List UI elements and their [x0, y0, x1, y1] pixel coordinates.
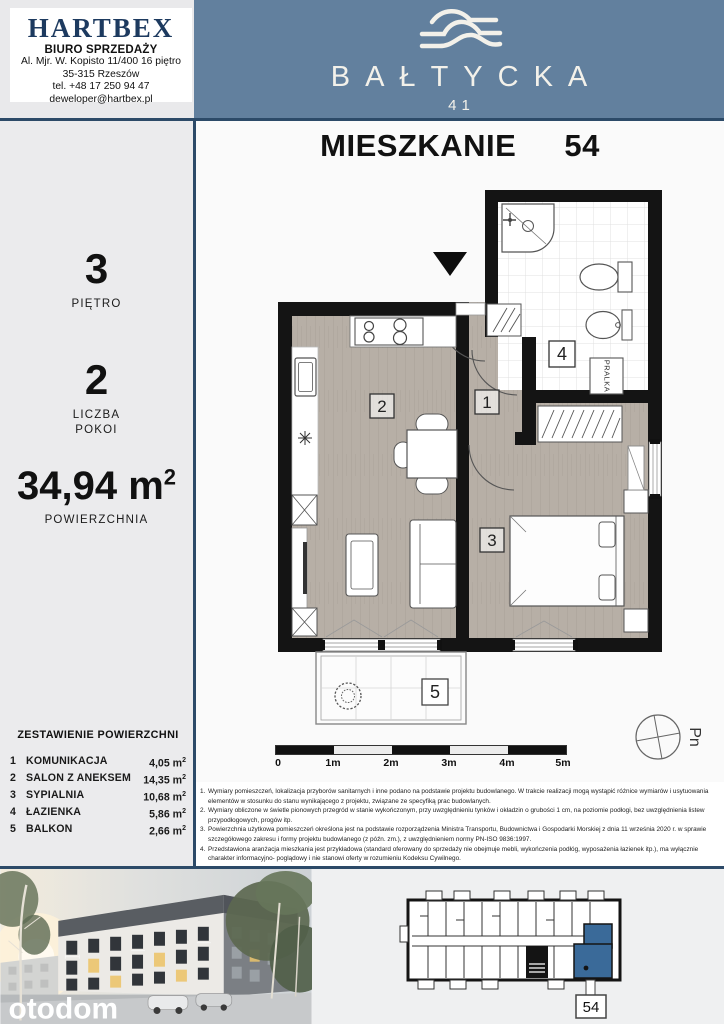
storage-box [292, 608, 317, 636]
project-number: 41 [448, 97, 475, 114]
tv-cabinet [292, 528, 307, 608]
rooms-label: LICZBA POKOI [72, 409, 121, 436]
table-row: 4 ŁAZIENKA 5,86 $m^2$ [10, 805, 186, 821]
fact-rooms [0, 356, 193, 438]
storage-box [292, 495, 317, 525]
washbasin-icon [586, 310, 632, 340]
radiator [628, 446, 644, 490]
room-tag-salon: 2 [377, 397, 387, 416]
table-row: 5 BALKON 2,66 $m^2$ [10, 822, 186, 838]
dishwasher-star-icon [298, 431, 312, 445]
floor-plan [270, 190, 665, 735]
developer-logo: HARTBEX [27, 13, 175, 43]
fact-area [0, 466, 193, 528]
stairs [526, 946, 548, 978]
developer-address-line2: 35-315 Rzeszów [62, 68, 140, 80]
watermark: otodom [8, 992, 119, 1024]
nightstand [624, 609, 648, 632]
table-row: 2 SALON Z ANEKSEM 14,35 $m^2$ [10, 771, 186, 787]
developer-phone: tel. +48 17 250 94 47 [52, 81, 150, 93]
pillow [599, 522, 615, 547]
floor-value: 3 [84, 245, 109, 292]
area-value: 34,94 $m^2$ [16, 464, 177, 508]
table-row: 3 SYPIALNIA 10,68 $m^2$ [10, 788, 186, 804]
hall-closet [487, 304, 521, 336]
pillow [599, 575, 615, 600]
floor-label: PIĘTRO [71, 298, 122, 310]
room-tag-bedroom: 3 [487, 531, 497, 550]
header-left-panel [0, 0, 194, 118]
wave-logo-icon [404, 6, 514, 54]
apartment-title-label: MIESZKANIE [320, 128, 517, 163]
area-breakdown-table [10, 729, 186, 839]
rooms-value: 2 [84, 356, 109, 403]
sidebar [0, 121, 193, 866]
developer-email: deweloper@hartbex.pl [49, 93, 153, 105]
sidebar-divider [193, 118, 196, 866]
wardrobe [538, 406, 622, 442]
svg-text:PRALKA: PRALKA [602, 359, 612, 393]
building-level-overview [398, 886, 638, 1021]
fact-floor [0, 245, 193, 312]
room-tag-bath: 4 [556, 344, 568, 364]
toilet-icon [580, 262, 632, 292]
compass-icon [628, 708, 718, 766]
shower-icon [502, 204, 554, 252]
compass-label: Pn [685, 727, 703, 747]
entrance-door-frame [456, 303, 485, 315]
sofa [346, 534, 378, 596]
washing-machine-icon [590, 358, 623, 394]
footnote: 3. Powierzchnia użytkowa pomieszczeń określona jest na podstawie rozporządzenia Ministra Transportu, Budownictwa i Gospodarki Morskiej z dnia 11 września 2020 r. w sprawie szczegółowego zakresu i formy projektu budowlanego (z późn. zm.), z uwzględnieniem normy PN-ISO 9836:1997. [200, 826, 707, 844]
project-name: BAŁTYCKA [330, 61, 603, 93]
dining-table [407, 430, 457, 478]
developer-address-line1: Al. Mjr. W. Kopisto 11/400 16 piętro [20, 56, 182, 68]
project-header-banner [194, 0, 724, 118]
sales-office-label: BIURO SPRZEDAŻY [44, 44, 158, 57]
couch [410, 520, 456, 608]
legal-footnotes [196, 782, 724, 866]
table-row: 1 KOMUNIKACJA 4,05 $m^2$ [10, 755, 186, 770]
kitchen-sink-icon [295, 358, 316, 396]
stove-icon [355, 318, 423, 345]
scale-labels: 0 1m 2m 3m 4m 5m [275, 757, 571, 769]
scale-bar [275, 745, 567, 755]
room-tag-balcony: 5 [429, 682, 441, 702]
apartment-title [196, 128, 724, 164]
footnote: 2. Wymiary obliczone w świetle pionowych przegród w stanie wykończonym, przy uwzględnieniu tynków i okładzin o grubości 1 cm, na poziomie podłogi, bez uwzględnienia listew przypodłogowych, progów itp. [200, 807, 705, 824]
building-photo [0, 869, 312, 1024]
apartment-number: 54 [564, 128, 600, 163]
nightstand [624, 490, 648, 513]
developer-logo-card [10, 8, 192, 105]
area-table-title: ZESTAWIENIE POWIERZCHNI [17, 729, 179, 741]
room-tag-hall: 1 [482, 393, 492, 412]
bedroom-side-window [649, 439, 661, 499]
unit-callout-label: 54 [582, 999, 600, 1016]
footnote: 4. Przedstawiona aranżacja mieszkania jest przykładowa (standard oferowany do sprzedaży nie obejmuje mebli, wykończenia podłóg, wyposażenia łazienek itp.), ma wyłącznie charakter informacyjno- poglądowy i nie stanowi oferty w rozumieniu Kodeksu Cywilnego. [200, 845, 699, 863]
area-label: POWIERZCHNIA [44, 514, 149, 526]
entrance-arrow-icon [433, 252, 467, 276]
footnote: 1. Wymiary pomieszczeń, lokalizacja przyborów sanitarnych i inne podano na podstawie projektu budowlanego. W trakcie realizacji mogą wystąpić różnice wymiarów i usytuowania elementów w stosunku do stanu wynikającego z projektu, związane ze specyfiką prac budowlanych. [200, 788, 709, 805]
bed [510, 516, 624, 606]
unit-callout-connector [586, 980, 595, 995]
